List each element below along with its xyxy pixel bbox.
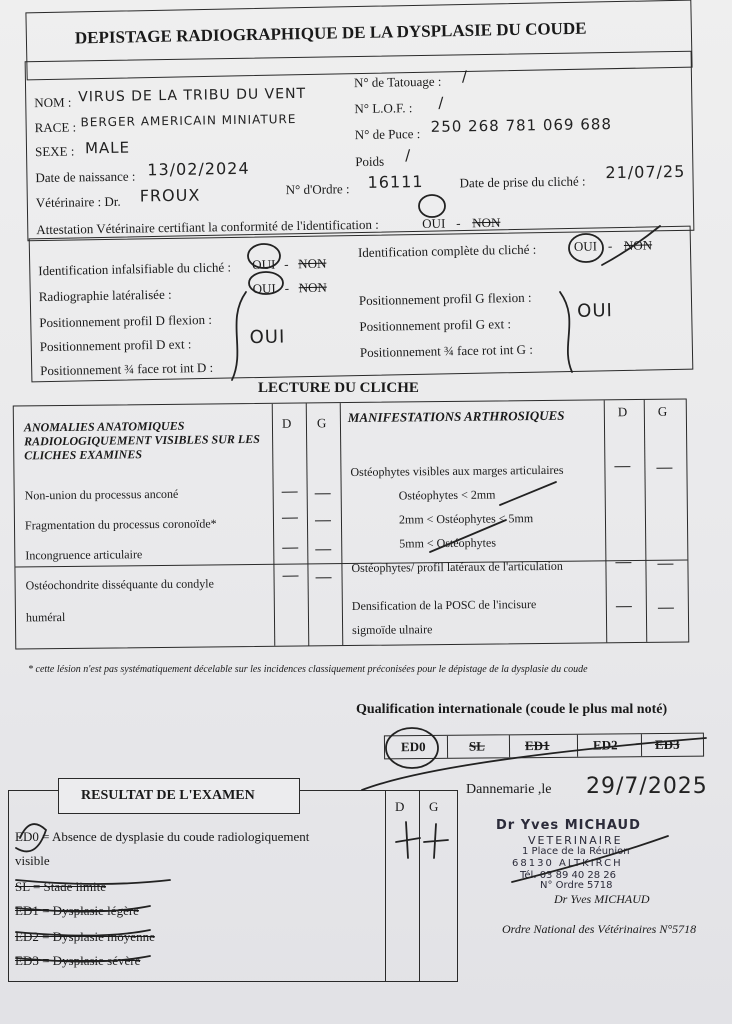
signer-name: Dr Yves MICHAUD bbox=[554, 892, 650, 906]
grade-ed0: ED0 bbox=[400, 739, 426, 755]
lecture-title: LECTURE DU CLICHE bbox=[258, 380, 419, 396]
grade-ed1: ED1 bbox=[524, 737, 550, 754]
arthro-row-4: 5mm < Ostéophytes bbox=[399, 535, 497, 551]
resultat-line-sl: SL = Stade limite bbox=[15, 879, 106, 894]
cliche-label: Date de prise du cliché : bbox=[459, 173, 586, 191]
arthro-row-3: 2mm < Ostéophytes < 5mm bbox=[398, 511, 534, 527]
resultat-line-ed3: ED3 = Dysplasie sévère bbox=[15, 953, 141, 968]
lecture-col-d: D bbox=[281, 415, 292, 431]
stamp-name: Dr Yves MICHAUD bbox=[496, 818, 641, 833]
resultat-col-g: G bbox=[429, 799, 439, 814]
puce-value: 250 268 781 069 688 bbox=[430, 115, 613, 136]
naissance-value: 13/02/2024 bbox=[147, 158, 250, 180]
complete-sep: - bbox=[607, 238, 613, 254]
lateralisee-non: NON bbox=[298, 279, 327, 296]
qualification-title: Qualification internationale (coude le plus mal noté) bbox=[356, 702, 668, 717]
circle-infalsifiable-oui bbox=[248, 244, 280, 268]
tatouage-label: N° de Tatouage : bbox=[353, 73, 442, 91]
place-label: Dannemarie ,le bbox=[466, 782, 552, 797]
ordre-value: 16111 bbox=[367, 172, 424, 192]
circle-lateralisee-oui bbox=[249, 272, 283, 294]
stamp-title: VETERINAIRE bbox=[528, 834, 623, 847]
strike-grades-line bbox=[362, 738, 706, 790]
stamp-phone: Tél. 03 89 40 28 26 bbox=[520, 870, 617, 881]
resultat-line-visible: visible bbox=[15, 853, 50, 868]
poids-value: / bbox=[405, 146, 412, 165]
grade-sl: SL bbox=[468, 738, 485, 754]
anomaly-row-1: Non-union du processus anconé bbox=[24, 486, 179, 503]
lecture-col-g: G bbox=[316, 415, 327, 431]
arthro-row-7: sigmoïde ulnaire bbox=[352, 622, 433, 637]
grade-ed2: ED2 bbox=[592, 737, 618, 753]
infalsifiable-sep: - bbox=[284, 256, 289, 272]
grade-ed3: ED3 bbox=[654, 736, 680, 753]
attestation-oui: OUI bbox=[422, 215, 446, 232]
strike-sl bbox=[16, 880, 170, 884]
position-d-ext: Positionnement profil D ext : bbox=[39, 336, 192, 355]
tatouage-value: / bbox=[461, 67, 469, 86]
anomaly-row-3: Incongruence articulaire bbox=[25, 547, 143, 563]
lateralisee-sep: - bbox=[284, 280, 290, 296]
resultat-line-ed0: ED0 = Absence de dysplasie du coude radiologiquement bbox=[15, 829, 310, 844]
arthro-row-1: Ostéophytes visibles aux marges articulaires bbox=[350, 462, 564, 480]
race-label: RACE : bbox=[34, 119, 77, 136]
stamp-address: 1 Place de la Réunion bbox=[522, 846, 630, 857]
lof-label: N° L.O.F. : bbox=[354, 100, 413, 117]
ordre-national: Ordre National des Vétérinaires N°5718 bbox=[502, 922, 697, 936]
signature-date: 29/7/2025 bbox=[586, 774, 708, 799]
anomaly-row-2: Fragmentation du processus coronoïde* bbox=[24, 516, 217, 533]
position-d-rot: Positionnement ¾ face rot int D : bbox=[40, 359, 214, 379]
resultat-line-ed2: ED2 = Dysplasie moyenne bbox=[15, 929, 155, 944]
sexe-value: MALE bbox=[84, 138, 131, 158]
resultat-title: RESULTAT DE L'EXAMEN bbox=[81, 788, 255, 803]
lateralisee-oui: OUI bbox=[252, 280, 276, 297]
complete-label: Identification complète du cliché : bbox=[357, 241, 537, 261]
cliche-value: 21/07/25 bbox=[605, 161, 686, 183]
veterinaire-label: Vétérinaire : Dr. bbox=[35, 193, 121, 211]
ordre-label: N° d'Ordre : bbox=[285, 181, 350, 198]
cross-d bbox=[396, 822, 420, 858]
position-d-flexion: Positionnement profil D flexion : bbox=[39, 311, 213, 331]
position-d-answer: OUI bbox=[249, 326, 286, 349]
complete-non: NON bbox=[623, 237, 653, 253]
attestation-label: Attestation Vétérinaire certifiant la conformité de l'identification : bbox=[36, 216, 379, 238]
lof-value: / bbox=[438, 93, 445, 112]
circle-attestation-oui bbox=[419, 195, 445, 217]
resultat-line-ed1: ED1 = Dysplasie légère bbox=[15, 903, 139, 918]
poids-label: Poids bbox=[355, 153, 385, 170]
page-title: DEPISTAGE RADIOGRAPHIQUE DE LA DYSPLASIE DU COUDE bbox=[74, 18, 587, 48]
strike-ed3 bbox=[16, 956, 150, 962]
brace-left bbox=[232, 292, 246, 380]
anomalies-header: ANOMALIES ANATOMIQUES RADIOLOGIQUEMENT VISIBLES SUR LES CLICHES EXAMINES bbox=[23, 418, 260, 463]
nom-value: VIRUS DE LA TRIBU DU VENT bbox=[78, 85, 307, 106]
anomaly-row-5: huméral bbox=[25, 609, 66, 625]
stamp-slash bbox=[512, 836, 668, 882]
position-g-ext: Positionnement profil G ext : bbox=[359, 316, 512, 335]
position-g-rot: Positionnement ¾ face rot int G : bbox=[359, 341, 533, 361]
arthro-header: MANIFESTATIONS ARTHROSIQUES bbox=[347, 407, 565, 426]
arthro-col-g: G bbox=[657, 403, 668, 419]
arthro-col-d: D bbox=[617, 404, 628, 420]
arthro-row-5: Ostéophytes/ profil latéraux de l'articulation bbox=[351, 558, 563, 575]
attestation-sep: - bbox=[456, 215, 461, 231]
circle-ed0-grade bbox=[386, 728, 438, 768]
naissance-label: Date de naissance : bbox=[35, 168, 136, 186]
circle-complete-oui bbox=[569, 234, 603, 262]
infalsifiable-label: Identification infalsifiable du cliché : bbox=[38, 259, 232, 279]
anomaly-row-4: Ostéochondrite disséquante du condyle bbox=[25, 576, 214, 593]
strike-ed2 bbox=[16, 930, 150, 936]
attestation-non: NON bbox=[472, 214, 501, 231]
slash-osteophytes-2 bbox=[430, 520, 506, 552]
stamp-city: 68130 ALTKIRCH bbox=[512, 858, 623, 869]
arthro-row-2: Ostéophytes < 2mm bbox=[398, 487, 496, 503]
footnote: * cette lésion n'est pas systématiquement décelable sur les incidences classiquement préconisées pour le dépistage de la dysplasie du coude bbox=[28, 664, 588, 675]
stamp-ordre: N° Ordre 5718 bbox=[540, 880, 613, 891]
race-value: BERGER AMERICAIN MINIATURE bbox=[80, 111, 297, 130]
arthro-row-6: Densification de la POSC de l'incisure bbox=[351, 597, 537, 613]
infalsifiable-oui: OUI bbox=[252, 256, 276, 273]
slash-complete-non bbox=[602, 226, 660, 265]
position-g-answer: OUI bbox=[576, 300, 614, 322]
circle-resultat-ed0 bbox=[16, 824, 46, 851]
complete-oui: OUI bbox=[573, 238, 598, 254]
resultat-col-d: D bbox=[395, 799, 405, 814]
nom-label: NOM : bbox=[34, 94, 72, 111]
brace-right bbox=[560, 292, 572, 372]
position-g-flexion: Positionnement profil G flexion : bbox=[358, 289, 532, 309]
strike-ed1 bbox=[16, 906, 150, 912]
veterinaire-value: FROUX bbox=[139, 185, 201, 206]
infalsifiable-non: NON bbox=[298, 255, 327, 272]
lateralisee-label: Radiographie latéralisée : bbox=[38, 286, 172, 305]
cross-g bbox=[424, 824, 448, 858]
sexe-label: SEXE : bbox=[34, 143, 75, 160]
slash-osteophytes-1 bbox=[500, 482, 556, 505]
puce-label: N° de Puce : bbox=[354, 126, 421, 143]
